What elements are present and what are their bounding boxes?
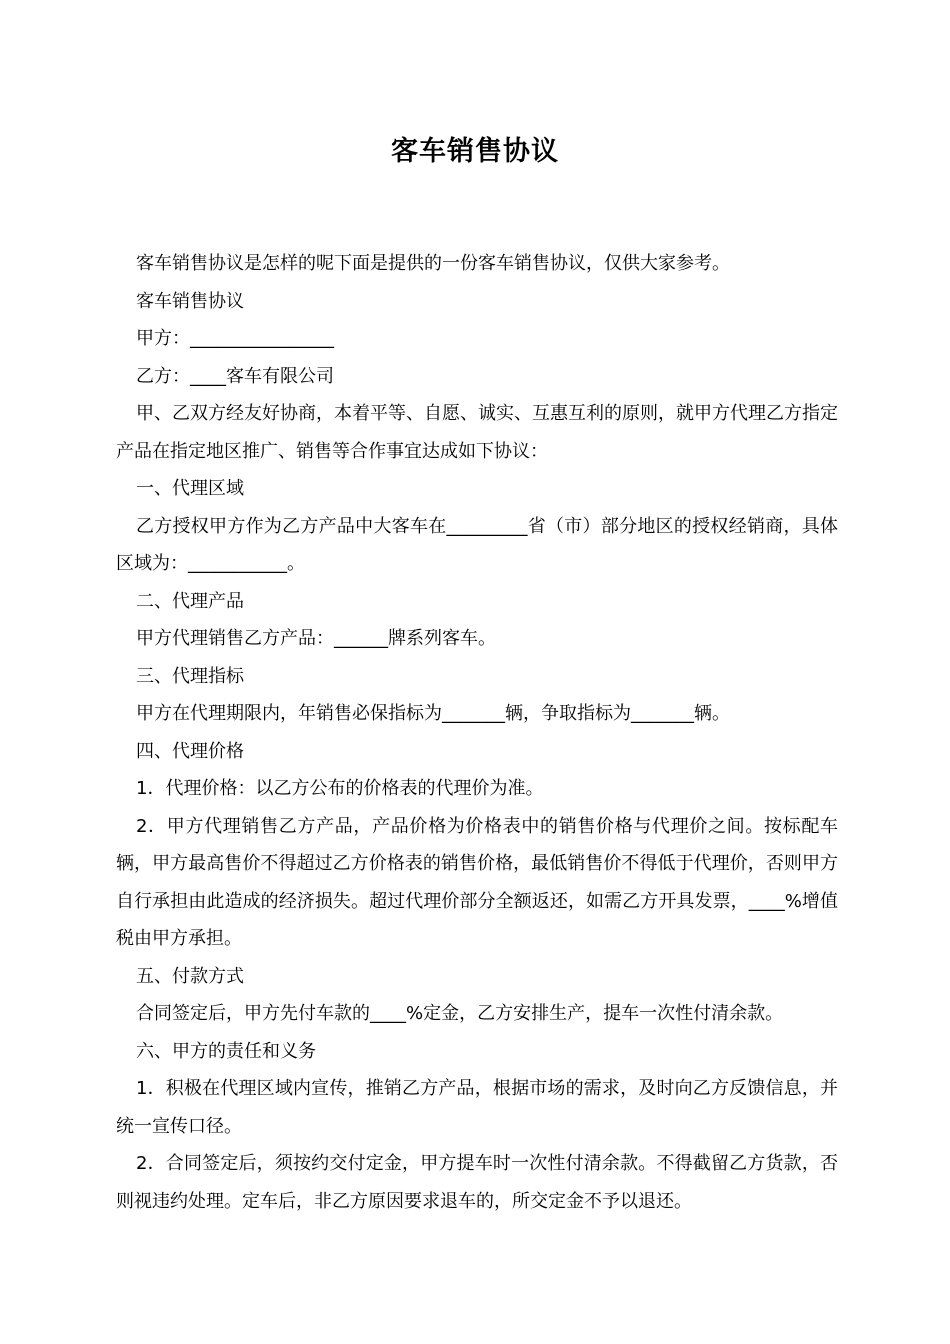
section-heading-payment: 五、付款方式 bbox=[136, 965, 244, 987]
party-a-line: 甲方：________________ bbox=[136, 328, 334, 349]
document-title: 客车销售协议 bbox=[391, 136, 559, 167]
agency-product-paragraph: 甲方代理销售乙方产品：______牌系列客车。 bbox=[136, 628, 496, 649]
intro-paragraph: 客车销售协议是怎样的呢下面是提供的一份客车销售协议，仅供大家参考。 bbox=[136, 253, 730, 274]
agency-price-clause-2: 2．甲方代理销售乙方产品，产品价格为价格表中的销售价格与代理价之间。按标配车辆，甲方最高售价不得超过乙方价格表的销售价格，最低销售价不得低于代理价，否则甲方自行承担由此造成的经济损失。超过代理价部分全额返还，如需乙方开具发票，____%增值税由甲方承担。 bbox=[116, 815, 838, 949]
party-a-duty-clause-2: 2．合同签定后，须按约交付定金，甲方提车时一次性付清余款。不得截留乙方货款，否则视违约处理。定车后，非乙方原因要求退车的，所交定金不予以退还。 bbox=[116, 1153, 838, 1212]
agreement-subtitle: 客车销售协议 bbox=[136, 290, 244, 312]
section-heading-party-a-duties: 六、甲方的责任和义务 bbox=[136, 1040, 316, 1062]
party-a-duty-clause-1: 1．积极在代理区域内宣传，推销乙方产品，根据市场的需求，及时向乙方反馈信息，并统一宣传口径。 bbox=[116, 1078, 838, 1137]
section-heading-agency-price: 四、代理价格 bbox=[136, 740, 244, 762]
section-heading-agency-area: 一、代理区域 bbox=[136, 478, 244, 499]
document-body bbox=[116, 245, 838, 1220]
agency-targets-paragraph: 甲方在代理期限内，年销售必保指标为_______辆，争取指标为_______辆。 bbox=[136, 703, 730, 724]
section-heading-agency-targets: 三、代理指标 bbox=[136, 665, 244, 687]
party-b-line: 乙方：____客车有限公司 bbox=[136, 365, 334, 387]
section-heading-agency-product: 二、代理产品 bbox=[136, 590, 244, 612]
payment-paragraph: 合同签定后，甲方先付车款的____%定金，乙方安排生产，提车一次性付清余款。 bbox=[136, 1003, 784, 1024]
preamble-paragraph: 甲、乙双方经友好协商，本着平等、自愿、诚实、互惠互利的原则，就甲方代理乙方指定产品在指定地区推广、销售等合作事宜达成如下协议： bbox=[116, 403, 838, 462]
agency-price-clause-1: 1．代理价格：以乙方公布的价格表的代理价为准。 bbox=[136, 778, 544, 799]
agency-area-paragraph: 乙方授权甲方作为乙方产品中大客车在_________省（市）部分地区的授权经销商，具体区域为：___________。 bbox=[116, 515, 838, 574]
